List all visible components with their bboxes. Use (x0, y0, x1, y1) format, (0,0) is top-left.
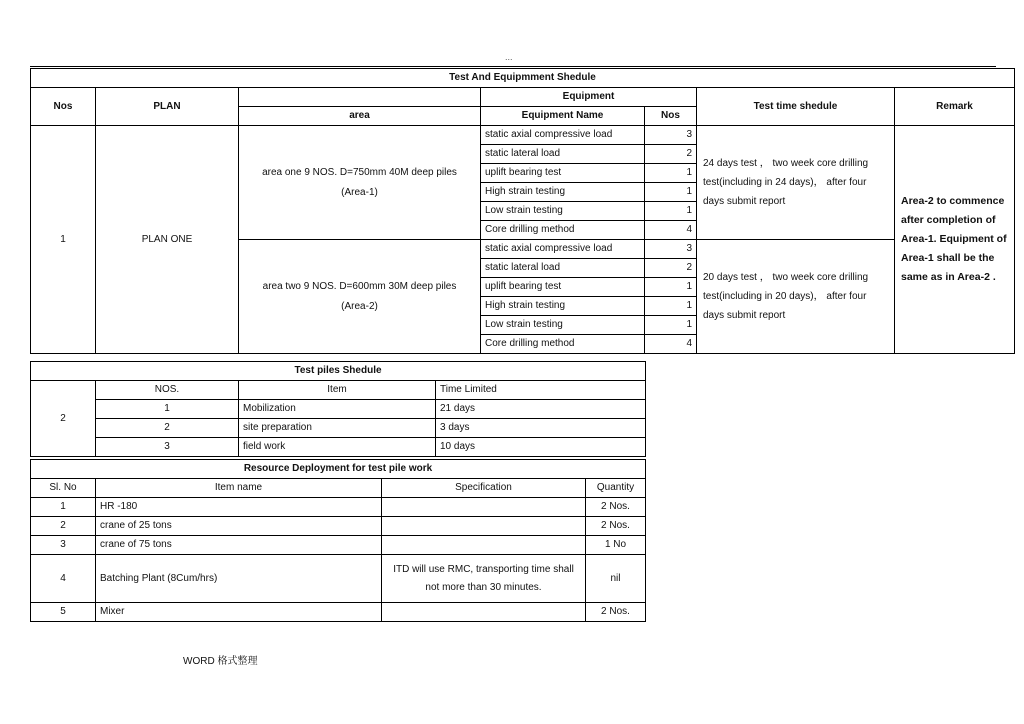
piles-nos: 2 (31, 381, 96, 457)
piles-row-nos: 1 (96, 400, 239, 419)
area-2-text: area two 9 NOS. D=600mm 30M deep piles (262, 280, 457, 292)
resource-row-qty: 2 Nos. (586, 517, 646, 536)
footer-caption: WORD 格式整理 (183, 656, 258, 667)
equipment-nos: 3 (645, 240, 697, 259)
header-dots: ... (505, 52, 513, 62)
equipment-nos: 1 (645, 164, 697, 183)
resource-header-item: Item name (96, 479, 382, 498)
header-equipment-name: Equipment Name (481, 107, 645, 126)
area-1-text: area one 9 NOS. D=750mm 40M deep piles (262, 166, 457, 178)
piles-header-nos: NOS. (96, 381, 239, 400)
resource-row-sl: 2 (31, 517, 96, 536)
equipment-name: Core drilling method (481, 335, 645, 354)
area-1-label (239, 126, 481, 240)
piles-row-time: 21 days (436, 400, 646, 419)
equipment-name: static lateral load (481, 259, 645, 278)
header-equipment: Equipment (481, 88, 697, 107)
equipment-nos: 2 (645, 145, 697, 164)
resource-row-qty: 1 No (586, 536, 646, 555)
piles-row-item: field work (239, 438, 436, 457)
resource-row-sl: 5 (31, 603, 96, 622)
row-plan: PLAN ONE (96, 126, 239, 354)
header-test-time: Test time shedule (697, 88, 895, 126)
piles-row-item: Mobilization (239, 400, 436, 419)
resource-row-spec (382, 517, 586, 536)
equipment-name: Low strain testing (481, 202, 645, 221)
resource-header-qty: Quantity (586, 479, 646, 498)
equipment-nos: 1 (645, 202, 697, 221)
equipment-nos: 4 (645, 335, 697, 354)
resource-row-item: crane of 75 tons (96, 536, 382, 555)
equipment-name: static lateral load (481, 145, 645, 164)
header-equipment-nos: Nos (645, 107, 697, 126)
piles-row-nos: 2 (96, 419, 239, 438)
piles-header-item: Item (239, 381, 436, 400)
equipment-name: uplift bearing test (481, 278, 645, 297)
header-nos: Nos (31, 88, 96, 126)
piles-row-time: 10 days (436, 438, 646, 457)
resource-row-sl: 4 (31, 555, 96, 603)
resource-row-spec: ITD will use RMC, transporting time shall not more than 30 minutes. (382, 555, 586, 603)
piles-header-time: Time Limited (436, 381, 646, 400)
area-2-label (239, 240, 481, 354)
resource-row-item: crane of 25 tons (96, 517, 382, 536)
equipment-nos: 1 (645, 278, 697, 297)
resource-header-spec: Specification (382, 479, 586, 498)
resource-row-sl: 1 (31, 498, 96, 517)
resource-row-item: Mixer (96, 603, 382, 622)
piles-row-item: site preparation (239, 419, 436, 438)
area-2-schedule: 20 days test ， two week core drilling test(including in 20 days)， after four days submit report (697, 240, 895, 354)
resource-row-item: HR -180 (96, 498, 382, 517)
piles-row-nos: 3 (96, 438, 239, 457)
header-area: area (239, 107, 481, 126)
header-plan: PLAN (96, 88, 239, 126)
equipment-nos: 1 (645, 316, 697, 335)
equipment-nos: 1 (645, 297, 697, 316)
header-area-blank (239, 88, 481, 107)
top-rule (30, 66, 996, 67)
piles-table-title: Test piles Shedule (31, 362, 646, 381)
remark-text: Area-2 to commence after completion of Area-1. Equipment of Area-1 shall be the same as in Area-2 . (895, 126, 1015, 354)
row-nos: 1 (31, 126, 96, 354)
equipment-nos: 2 (645, 259, 697, 278)
resource-row-item: Batching Plant (8Cum/hrs) (96, 555, 382, 603)
resource-row-spec (382, 603, 586, 622)
resource-table-title: Resource Deployment for test pile work (31, 460, 646, 479)
piles-row-time: 3 days (436, 419, 646, 438)
header-remark: Remark (895, 88, 1015, 126)
resource-row-spec (382, 536, 586, 555)
resource-row-sl: 3 (31, 536, 96, 555)
resource-deployment-table (30, 459, 646, 622)
resource-row-qty: 2 Nos. (586, 603, 646, 622)
equipment-name: static axial compressive load (481, 240, 645, 259)
resource-header-sl: Sl. No (31, 479, 96, 498)
area-1-sub: (Area-1) (341, 186, 378, 198)
equipment-name: static axial compressive load (481, 126, 645, 145)
equipment-name: High strain testing (481, 297, 645, 316)
resource-row-qty: 2 Nos. (586, 498, 646, 517)
equipment-nos: 3 (645, 126, 697, 145)
test-piles-table (30, 361, 646, 457)
resource-row-qty: nil (586, 555, 646, 603)
equipment-name: High strain testing (481, 183, 645, 202)
test-equipment-table (30, 68, 1015, 354)
equipment-name: Core drilling method (481, 221, 645, 240)
equipment-name: uplift bearing test (481, 164, 645, 183)
area-1-schedule: 24 days test ， two week core drilling test(including in 24 days)， after four days submit report (697, 126, 895, 240)
equipment-nos: 1 (645, 183, 697, 202)
equipment-nos: 4 (645, 221, 697, 240)
main-table-title: Test And Equipmment Shedule (31, 69, 1015, 88)
equipment-name: Low strain testing (481, 316, 645, 335)
resource-row-spec (382, 498, 586, 517)
area-2-sub: (Area-2) (341, 300, 378, 312)
